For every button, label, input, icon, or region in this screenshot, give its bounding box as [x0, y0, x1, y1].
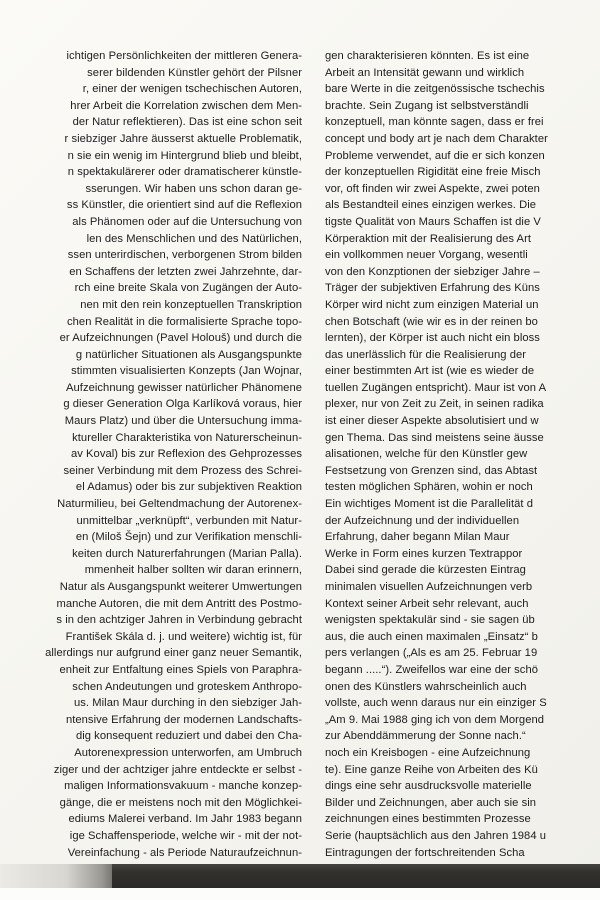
text-line: pers verlangen („Als es am 25. Februar 19: [325, 647, 538, 660]
text-line: mmenheit halber sollten wir daran erinnern,: [84, 564, 302, 577]
text-line: keiten durch Naturerfahrungen (Marian Palla).: [72, 547, 302, 560]
text-line: ziger und der achtziger jahre entdeckte er selbst -: [53, 763, 302, 776]
text-line: aus, die auch einen maximalen „Einsatz“ b: [325, 630, 538, 643]
text-line: Naturmilieu, bei Geltendmachung der Autorenex-: [57, 498, 302, 511]
text-line: tigste Qualität von Maurs Schaffen ist die V: [325, 215, 541, 228]
text-line: testen möglichen Sphären, wohin er noch: [325, 481, 533, 494]
text-line: len des Menschlichen und des Natürlichen,: [86, 232, 302, 245]
text-line: manche Autoren, die mit dem Antritt des Postmo-: [56, 597, 302, 610]
text-line: lernten), der Körper ist auch nicht ein bloss: [325, 332, 540, 345]
text-line: av Koval) bis zur Reflexion des Gehprozesses: [70, 448, 302, 461]
text-line: r, einer der wenigen tschechischen Autoren,: [82, 83, 302, 96]
text-line: Werke in Form eines kurzen Textrappor: [325, 547, 523, 560]
text-line: hrer Arbeit die Korrelation zwischen dem Men-: [70, 99, 302, 112]
text-line: der Natur reflektieren). Das ist eine schon seit: [72, 116, 302, 129]
text-line: ige Schaffensperiode, welche wir - mit der not-: [69, 829, 302, 842]
text-line: wenigsten spektakulär sind - sie sagen üb: [325, 614, 535, 627]
text-line: Kontext seiner Arbeit sehr relevant, auch: [325, 597, 529, 610]
text-line: zeichnungen eines bestimmten Prozesse: [325, 813, 531, 826]
text-line: nen mit den rein konzeptuellen Transkription: [80, 298, 302, 311]
text-line: als Bestandteil eines einzigen werkes. Die: [325, 199, 537, 212]
text-line: onen des Künstlers wahrscheinlich auch: [325, 680, 527, 693]
text-line: von den Konzptionen der siebziger Jahre –: [325, 265, 540, 278]
text-line: allerdings nur aufgrund einer ganz neuer Semantik,: [45, 647, 302, 660]
text-line: ein vollkommen neuer Vorgang, wesentli: [325, 249, 528, 262]
text-line: brachte. Sein Zugang ist selbstverständli: [325, 99, 529, 112]
text-line: das unerlässlich für die Realisierung der: [325, 348, 527, 361]
text-line: als Phänomen oder auf die Untersuchung von: [72, 215, 302, 228]
text-line: Körperaktion mit der Realisierung des Art: [325, 232, 532, 245]
text-line: ktureller Charakteristika von Naturerscheinun-: [72, 431, 302, 444]
text-line: vor, oft finden wir zwei Aspekte, zwei poten: [325, 182, 540, 195]
text-line: Träger der subjektiven Erfahrung des Küns: [325, 282, 540, 295]
text-line: en (Miloš Šejn) und zur Verifikation menschli-: [75, 531, 302, 544]
text-line: tuellen Zugängen entspricht). Maur ist von A: [325, 381, 547, 394]
text-line: František Skála d. j. und weitere) wichtig ist, für: [65, 630, 302, 643]
text-line: el Adamus) oder bis zur subjektiven Reaktion: [75, 481, 302, 494]
text-line: chen Botschaft (wie wir es in der reinen bo: [325, 315, 538, 328]
text-line: Maurs Platz) und über die Untersuchung imma-: [64, 415, 302, 428]
text-line: er Aufzeichnungen (Pavel Holouš) und durch die: [59, 332, 302, 345]
text-line: Autorenexpression unterworfen, am Umbruch: [74, 746, 302, 759]
text-line: bare Werte in die zeitgenössische tschechis: [325, 83, 545, 96]
text-line: zur Abenddämmerung der Sonne nach.“: [325, 730, 526, 743]
text-line: ediums Malerei verband. Im Jahr 1983 begann: [68, 813, 302, 826]
text-line: vollste, auch wenn daraus nur ein einziger S: [325, 697, 547, 710]
text-line: stimmten visualisierten Konzepts (Jan Wojnar,: [71, 365, 302, 378]
text-line: s in den achtziger Jahren in Verbindung gebracht: [56, 614, 302, 627]
text-line: Serie (hauptsächlich aus den Jahren 1984 u: [325, 829, 547, 842]
text-line: „Am 9. Mai 1988 ging ich von dem Morgend: [325, 713, 545, 726]
text-line: concept und body art je nach dem Charakter: [325, 132, 548, 145]
text-line: dig konsequent reduziert und dabei den Cha-: [75, 730, 302, 743]
text-line: unmittelbar „verknüpft“, verbunden mit Natur-: [76, 514, 302, 527]
scan-bottom-margin: [0, 888, 600, 900]
text-line: Arbeit an Intensität gewann und wirklich: [325, 66, 525, 79]
text-line: Dabei sind gerade die kürzesten Eintrag: [325, 564, 526, 577]
text-line: g natürlicher Situationen als Ausgangspunkte: [75, 348, 302, 361]
text-line: begann .....“). Zweifellos war eine der schö: [325, 663, 538, 676]
text-line: gen charakterisieren könnten. Es ist eine: [325, 50, 530, 62]
text-line: rch eine breite Skala von Zugängen der Auto-: [74, 282, 302, 295]
text-line: Bilder und Zeichnungen, aber auch sie sin: [325, 796, 537, 809]
text-line: n spektakulärerer oder dramatischerer künstle-: [67, 166, 302, 179]
text-line: Probleme verwendet, auf die er sich konzen: [325, 149, 545, 162]
text-line: Natur als Ausgangspunkt weiterer Umwertungen: [59, 581, 302, 593]
text-line: gen Thema. Das sind meistens seine äusse: [325, 431, 544, 444]
text-line: der konzeptuellen Rigidität eine freie Misch: [325, 166, 541, 179]
text-line: Festsetzung von Grenzen sind, das Abtast: [325, 464, 538, 477]
text-line: maligen Informationsvakuum - manche konzep-: [64, 780, 302, 793]
text-line: chen Realität in die formalisierte Sprache topo-: [67, 315, 302, 328]
text-line: dings eine sehr ausdrucksvolle materielle: [325, 780, 532, 793]
text-line: ntensive Erfahrung der modernen Landschafts-: [65, 713, 302, 726]
text-line: en Schaffens der letzten zwei Jahrzehnte, dar-: [69, 265, 302, 278]
text-line: minimalen visuellen Aufzeichnungen verb: [325, 581, 533, 593]
text-line: noch ein Kreisbogen - eine Aufzeichnung: [325, 746, 531, 759]
text-line: Körper wird nicht zum einzigen Material un: [325, 298, 539, 311]
text-line: einer bestimmten Art ist (wie es wieder de: [325, 365, 535, 378]
scan-edge-dark-strip: [112, 864, 600, 888]
text-line: plexer, nur von Zeit zu Zeit, in seinen radika: [325, 398, 544, 411]
text-line: ichtigen Persönlichkeiten der mittleren Genera-: [66, 50, 302, 62]
text-line: gänge, die er meistens noch mit den Möglichkei-: [59, 796, 302, 809]
text-line: seiner Verbindung mit dem Prozess des Schrei-: [63, 464, 302, 477]
text-column-right: [325, 48, 600, 861]
text-line: Eintragungen der fortschreitenden Scha: [325, 846, 525, 859]
text-line: te). Eine ganze Reihe von Arbeiten des Kü: [325, 763, 538, 776]
text-line: Ein wichtiges Moment ist die Parallelität d: [325, 498, 533, 511]
text-line: serer bildenden Künstler gehört der Pilsner: [87, 66, 302, 79]
text-line: konzeptuell, man könnte sagen, dass er frei: [325, 116, 544, 129]
text-line: us. Milan Maur durching in den siebziger Jah-: [74, 697, 302, 710]
text-line: Erfahrung, daher begann Milan Maur: [325, 531, 510, 544]
text-line: sserungen. Wir haben uns schon daran ge-: [85, 182, 302, 195]
scan-edge-shadow: [0, 864, 120, 888]
text-line: ss Künstler, die orientiert sind auf die Reflexion: [66, 199, 302, 212]
text-line: schen Andeutungen und groteskem Anthropo-: [72, 680, 302, 693]
text-line: n sie ein wenig im Hintergrund blieb und bleibt,: [67, 149, 302, 162]
text-line: ssen unterirdischen, verborgenen Strom bilden: [67, 249, 302, 262]
text-column-left: [0, 48, 302, 861]
text-line: der Aufzeichnung und der individuellen: [325, 514, 520, 527]
text-line: enheit zur Entfaltung eines Spiels von Paraphra-: [59, 663, 302, 676]
text-line: Vereinfachung - als Periode Naturaufzeichnun-: [67, 846, 302, 859]
text-line: ist einer dieser Aspekte absolutisiert und w: [325, 415, 539, 428]
text-line: alisationen, welche für den Künstler gew: [325, 448, 528, 461]
text-line: Aufzeichnung gewisser natürlicher Phänomene: [66, 381, 302, 394]
text-line: g dieser Generation Olga Karlíková voraus, hier: [63, 398, 302, 411]
text-line: r siebziger Jahre äusserst aktuelle Problematik,: [64, 132, 302, 145]
